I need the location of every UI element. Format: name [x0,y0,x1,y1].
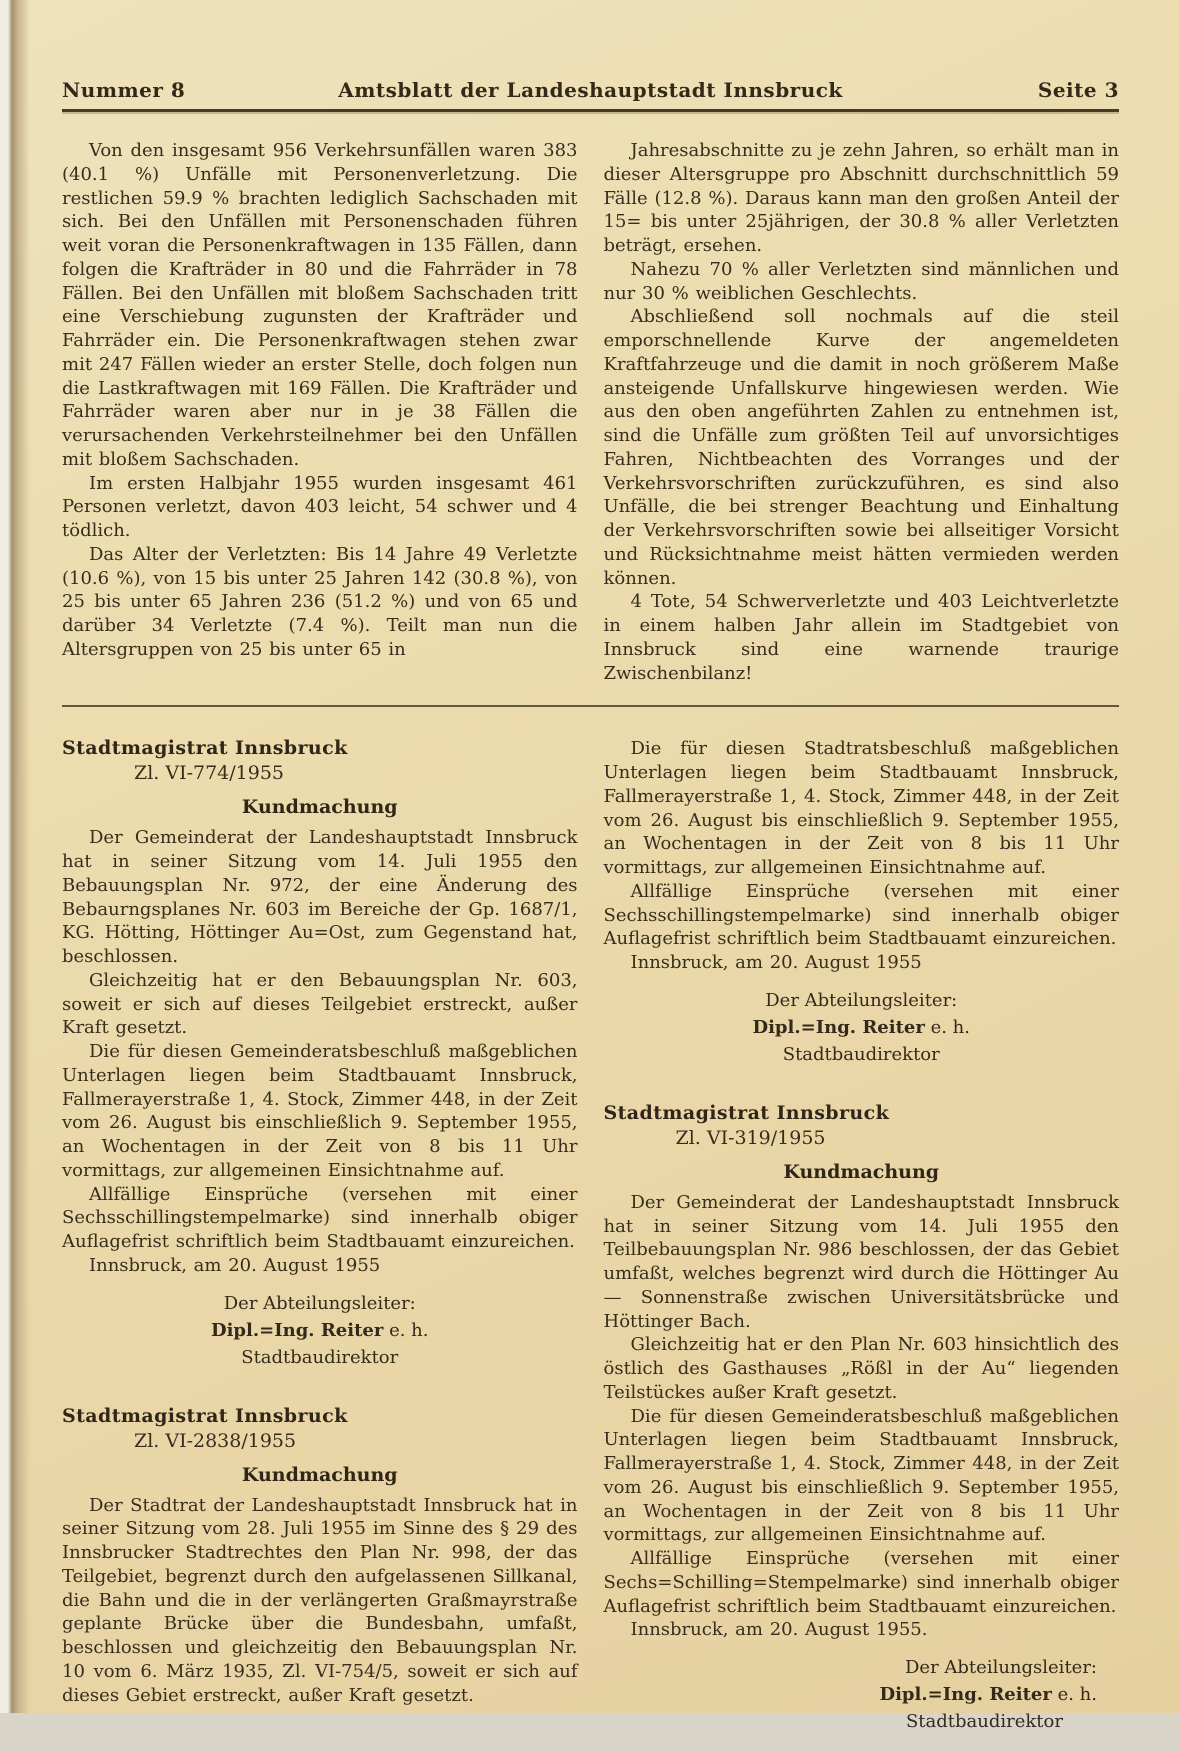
article-paragraph: Jahresabschnitte zu je zehn Jahren, so erhält man in dieser Altersgruppe pro Abschnitt durchschnittlich 59 Fälle (12.8 %). Daraus kann man den großen Anteil der 15= bis unter 25jährigen, der 30.8 % aller Verletzten beträgt, ersehen. [603,140,1119,256]
announcement-paragraph: Der Gemeinderat der Landeshauptstadt Innsbruck hat in seiner Sitzung vom 14. Juli 1955 den Teilbebauungsplan Nr. 986 beschlossen, der das Gebiet umfaßt, welches begrenzt wird durch die Höttinger Au — Sonnenstraße zwischen Universitätsbrücke und Höttinger Bach. [603,1191,1119,1332]
announcement-vi-774 [62,737,578,1370]
announcement-vi-2838-continued [604,737,1120,1068]
announcement-ref: Zl. VI-774/1955 [134,762,285,785]
signature-name: Dipl.=Ing. Reiter [879,1684,1052,1705]
signature-name: Dipl.=Ing. Reiter [752,1016,925,1038]
signature-suffix: e. h. [1057,1684,1097,1705]
signature-suffix: e. h. [930,1016,970,1038]
issue-number: Nummer 8 [62,78,186,102]
announcement-vi-2838 [62,1405,578,1708]
announcement-paragraph: Die für diesen Gemeinderatsbeschluß maßgeblichen Unterlagen liegen beim Stadtbauamt Innsbruck, Fallmerayerstraße 1, 4. Stock, Zimmer 448, in der Zeit vom 26. August bis einschließlich 9. September 1955, an Wochentagen in der Zeit von 8 bis 11 Uhr vormittags, zur allgemeinen Einsichtnahme auf. [603,1405,1119,1546]
article-right-column [604,139,1120,685]
announcement-dateline: Innsbruck, am 20. August 1955. [630,1619,928,1641]
signature-title: Stadtbaudirektor [241,1346,399,1368]
page-edge-shadow [0,0,30,1713]
signature-block [604,1654,1120,1735]
article-paragraph: Das Alter der Verletzten: Bis 14 Jahre 49 Verletzte (10.6 %), von 15 bis unter 25 Jahren 142 (30.8 %), von 25 bis unter 65 Jahren 236 (51.2 %) und von 65 und darüber 34 Verletzte (7.4 %). Teilt man nun die Altersgruppen von 25 bis unter 65 in [62,543,578,660]
announcement-ref: Zl. VI-2838/1955 [134,1429,297,1452]
announcement-org: Stadtmagistrat Innsbruck [603,1101,890,1124]
announcement-org: Stadtmagistrat Innsbruck [62,1404,348,1427]
announcement-heading: Kundmachung [241,1463,398,1486]
announcement-paragraph: Allfällige Einsprüche (versehen mit einer Sechsschillingstempelmarke) sind innerhalb obiger Auflagefrist schriftlich beim Stadtbauamt einzureichen. [603,880,1119,950]
signature-title: Stadtbaudirektor [782,1043,940,1065]
announcement-ref: Zl. VI-319/1955 [675,1126,826,1149]
article-paragraph: Von den insgesamt 956 Verkehrsunfällen waren 383 (40.1 %) Unfälle mit Personenverletzung. Die restlichen 59.9 % brachten lediglich Sachschaden mit sich. Bei den Unfällen mit Personenschaden führen weit voran die Personenkraftwagen in 135 Fällen, dann folgen die Krafträder in 80 und die Fahrräder in 78 Fällen. Bei den Unfällen mit bloßem Sachschaden tritt eine Verschiebung zugunsten der Krafträder und Fahrräder ein. Die Personenkraftwagen stehen zwar mit 247 Fällen wieder an erster Stelle, doch folgen nun die Lastkraftwagen mit 169 Fällen. Die Krafträder und Fahrräder waren aber nur in je 38 Fällen die verursachenden Verkehrsteilnehmer bei den Unfällen mit bloßem Sachschaden. [62,140,578,470]
signature-block [62,1290,578,1371]
signature-suffix: e. h. [389,1319,429,1341]
article-left-column [62,139,578,685]
header-rule [62,109,1119,112]
announcements-left-column [62,737,578,1751]
announcement-heading: Kundmachung [241,796,398,819]
signature-role: Der Abteilungsleiter: [905,1657,1097,1678]
announcement-heading: Kundmachung [783,1160,940,1183]
signature-name-line [62,1317,578,1344]
signature-block [604,987,1120,1068]
announcement-paragraph: Allfällige Einsprüche (versehen mit einer Sechs=Schilling=Stempelmarke) sind innerhalb obiger Auflagefrist schriftlich beim Stadtbauamt einzureichen. [603,1548,1119,1617]
announcement-paragraph: Die für diesen Gemeinderatsbeschluß maßgeblichen Unterlagen liegen beim Stadtbauamt Innsbruck, Fallmerayerstraße 1, 4. Stock, Zimmer 448, in der Zeit vom 26. August bis einschließlich 9. September 1955, an Wochentagen in der Zeit von 8 bis 11 Uhr vormittags, zur allgemeinen Einsichtnahme auf. [62,1041,578,1181]
traffic-accident-article [62,139,1119,685]
page-title: Amtsblatt der Landeshauptstadt Innsbruck [338,78,843,102]
signature-name-line [604,1014,1120,1041]
announcements-right-column [604,737,1120,1751]
signature-name-line [604,1681,1098,1708]
announcement-paragraph: Der Stadtrat der Landeshauptstadt Innsbruck hat in seiner Sitzung vom 28. Juli 1955 im Sinne des § 29 des Innsbrucker Stadtrechtes den Plan Nr. 998, der das Teilgebiet, begrenzt durch den aufgelassenen Sillkanal, die Bahn und die in der verlängerten Graßmayrstraße geplante Brücke über die Bundesbahn, umfaßt, beschlossen und gleichzeitig den Bebauungsplan Nr. 10 vom 6. März 1935, Zl. VI-754/5, soweit er sich auf dieses Gebiet erstreckt, außer Kraft gesetzt. [62,1494,578,1706]
page-header [62,78,1119,102]
announcement-paragraph: Allfällige Einsprüche (versehen mit einer Sechsschillingstempelmarke) sind innerhalb obiger Auflagefrist schriftlich beim Stadtbauamt einzureichen. [62,1183,578,1252]
article-paragraph: Nahezu 70 % aller Verletzten sind männlichen und nur 30 % weiblichen Geschlechts. [603,258,1119,304]
section-divider [62,705,1119,707]
announcement-vi-319 [604,1102,1120,1735]
article-paragraph: Im ersten Halbjahr 1955 wurden insgesamt 461 Personen verletzt, davon 403 leicht, 54 schwer und 4 tödlich. [62,472,578,541]
signature-role: Der Abteilungsleiter: [765,989,958,1011]
announcement-paragraph: Der Gemeinderat der Landeshauptstadt Innsbruck hat in seiner Sitzung vom 14. Juli 1955 den Bebauungsplan Nr. 972, der eine Änderung des Bebaurngsplanes Nr. 603 im Bereiche der Gp. 1687/1, KG. Hötting, Höttinger Au=Ost, zum Gegenstand hat, beschlossen. [62,827,578,967]
announcement-paragraph: Gleichzeitig hat er den Plan Nr. 603 hinsichtlich des östlich des Gasthauses „Rößl in der Au“ liegenden Teilstückes außer Kraft gesetzt. [603,1334,1119,1403]
signature-title: Stadtbaudirektor [905,1711,1063,1732]
announcement-dateline: Innsbruck, am 20. August 1955 [89,1254,381,1276]
announcement-dateline: Innsbruck, am 20. August 1955 [630,952,922,973]
signature-name: Dipl.=Ing. Reiter [210,1319,384,1341]
article-paragraph: 4 Tote, 54 Schwerverletzte und 403 Leichtverletzte in einem halben Jahr allein im Stadtgebiet von Innsbruck sind eine warnende traurige Zwischenbilanz! [603,591,1119,684]
announcements-section [62,737,1119,1751]
announcement-org: Stadtmagistrat Innsbruck [62,737,348,760]
signature-role: Der Abteilungsleiter: [223,1292,416,1314]
page-number: Seite 3 [1037,78,1119,102]
announcement-paragraph: Die für diesen Stadtratsbeschluß maßgeblichen Unterlagen liegen beim Stadtbauamt Innsbruck, Fallmerayerstraße 1, 4. Stock, Zimmer 448, in der Zeit vom 26. August bis einschließlich 9. September 1955, an Wochentagen in der Zeit von 8 bis 11 Uhr vormittags, zur allgemeinen Einsichtnahme auf. [603,738,1119,878]
announcement-paragraph: Gleichzeitig hat er den Bebauungsplan Nr. 603, soweit er sich auf dieses Teilgebiet erstreckt, außer Kraft gesetzt. [62,969,578,1039]
article-paragraph: Abschließend soll nochmals auf die steil emporschnellende Kurve der angemeldeten Kraftfahrzeuge und die damit in noch größerem Maße ansteigende Unfallskurve hingewiesen werden. Wie aus den oben angeführten Zahlen zu entnehmen ist, sind die Unfälle zum größten Teil auf unvorsichtiges Fahren, Nichtbeachten des Vorranges und der Verkehrsvorschriften zurückzuführen, es sind also Unfälle, die bei strenger Beachtung und Einhaltung der Verkehrsvorschriften sowie bei allseitiger Vorsicht und Rücksichtnahme meist hätten vermieden werden können. [603,306,1119,589]
